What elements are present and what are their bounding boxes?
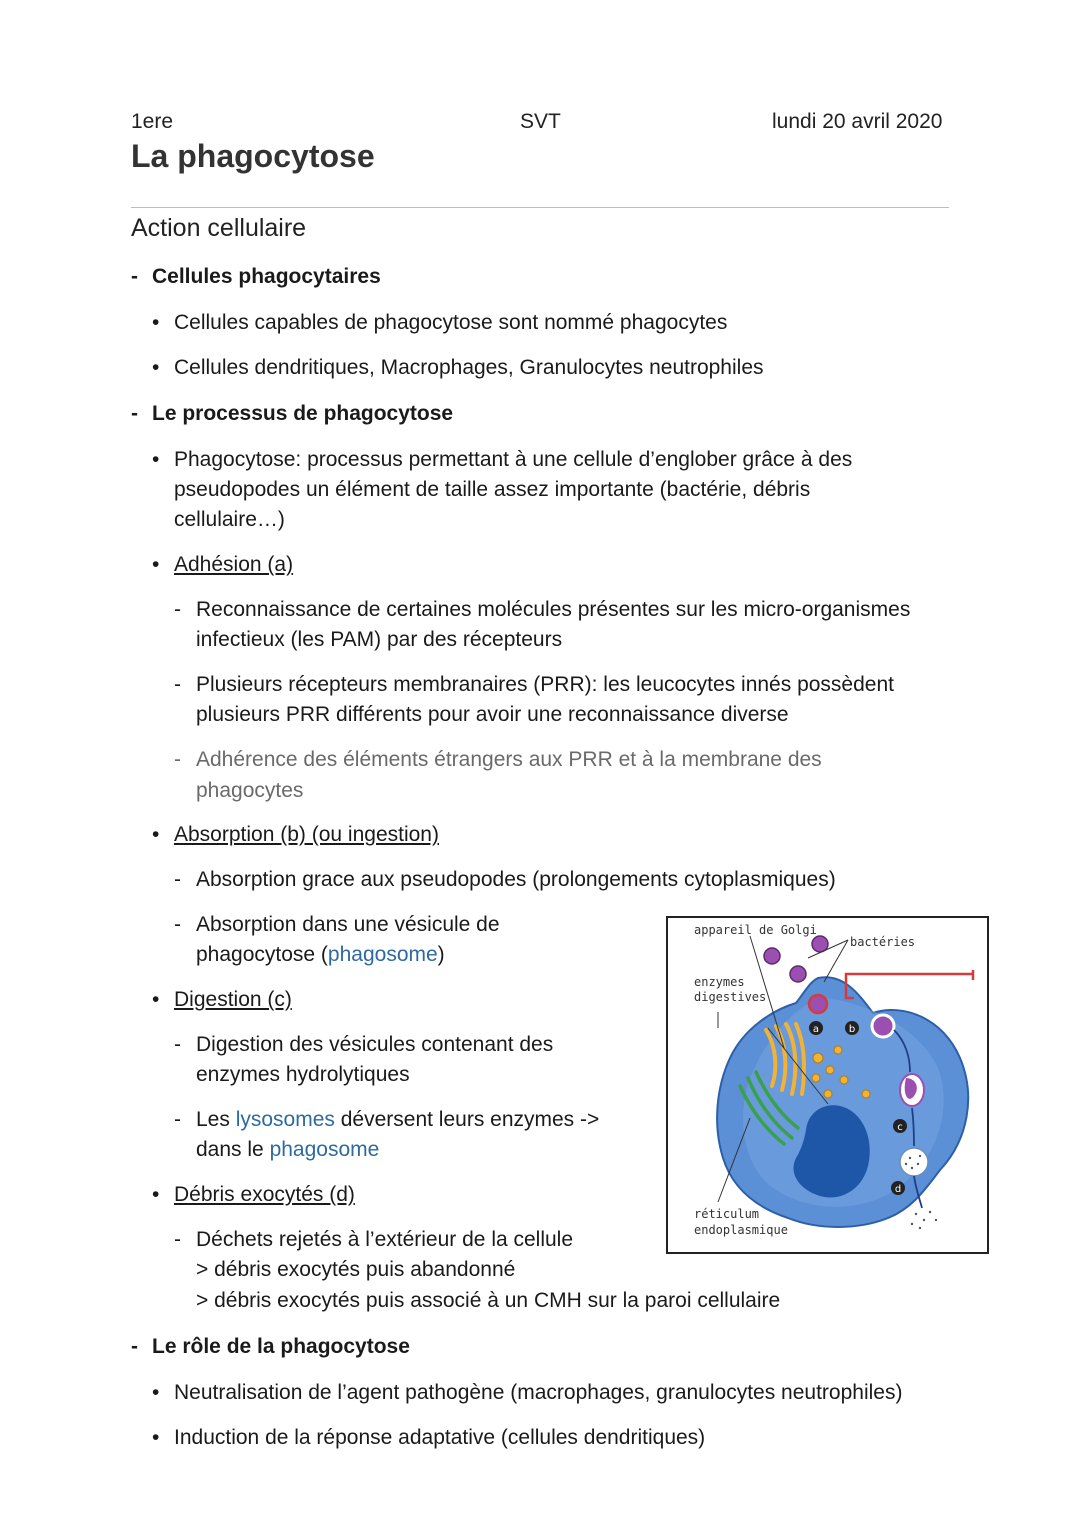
bullet: • [152,448,160,471]
dash-marker: - [174,1108,181,1131]
list-item: phagocytes [196,779,304,802]
text: déversent leurs enzymes -> [334,1108,600,1131]
text: phagocytose ( [196,943,328,966]
term-phagosome: phagosome [327,943,438,966]
bullet: • [152,311,160,334]
bullet: • [152,988,160,1011]
bacterium-adhesion [809,995,827,1013]
bullet: • [152,553,160,576]
step-b-label: b [848,1024,856,1035]
heading-phagocytes: Cellules phagocytaires [152,265,381,288]
dash-marker: - [174,913,181,936]
dash-marker: - [131,1335,138,1358]
list-item: enzymes hydrolytiques [196,1063,410,1086]
list-item: Plusieurs récepteurs membranaires (PRR): les leucocytes innés possèdent [196,673,894,696]
bullet: • [152,1381,160,1404]
label-enzymes-2: digestives [694,990,767,1004]
list-item: Induction de la réponse adaptative (cellules dendritiques) [174,1426,706,1449]
bacteria [764,936,828,982]
list-item [196,1135,379,1165]
bullet: • [152,1426,160,1449]
list-item: plusieurs PRR différents pour avoir une reconnaissance diverse [196,703,789,726]
label-bacteria: bactéries [850,935,916,949]
heading-role: Le rôle de la phagocytose [152,1335,410,1358]
list-item: Digestion des vésicules contenant des [196,1033,554,1056]
definition-line: cellulaire…) [174,508,285,531]
label-golgi: appareil de Golgi [694,923,817,937]
bullet: • [152,823,160,846]
text: Les [196,1108,236,1131]
list-item [196,940,445,970]
phagosome-b [872,1015,894,1037]
bullet: • [152,1183,160,1206]
step-a-label: a [812,1024,820,1035]
list-item: > débris exocytés puis associé à un CMH sur la paroi cellulaire [196,1289,781,1312]
definition-line: pseudopodes un élément de taille assez importante (bactérie, débris [174,478,811,501]
subject: SVT [520,110,561,133]
list-item [196,1105,599,1135]
dash-marker: - [131,265,138,288]
dash-marker: - [174,868,181,891]
list-item: Adhérence des éléments étrangers aux PRR et à la membrane des [196,748,822,771]
label-reticulum-2: endoplasmique [694,1223,788,1237]
step-d-label: d [894,1184,902,1195]
list-item: Absorption grace aux pseudopodes (prolongements cytoplasmiques) [196,868,836,891]
bullet: • [152,356,160,379]
label-enzymes: enzymes [694,975,745,989]
list-item: Cellules capables de phagocytose sont nommé phagocytes [174,311,728,334]
heading-process: Le processus de phagocytose [152,402,454,425]
list-item: Neutralisation de l’agent pathogène (macrophages, granulocytes neutrophiles) [174,1381,903,1404]
text: dans le [196,1138,270,1161]
term-phagosome: phagosome [269,1138,380,1161]
list-item: Cellules dendritiques, Macrophages, Granulocytes neutrophiles [174,356,764,379]
dash-marker: - [174,1033,181,1056]
phagosome-d [900,1148,928,1176]
subheading-digestion: Digestion (c) [174,988,292,1011]
dash-marker: - [174,748,181,771]
subheading-absorption: Absorption (b) (ou ingestion) [174,823,439,846]
definition-line: Phagocytose: processus permettant à une cellule d’englober grâce à des [174,448,853,471]
list-item: > débris exocytés puis abandonné [196,1258,516,1281]
list-item: Reconnaissance de certaines molécules présentes sur les micro-organismes [196,598,911,621]
divider [131,207,949,208]
phagocytosis-diagram [666,916,989,1254]
subheading-debris: Débris exocytés (d) [174,1183,355,1206]
term-lysosomes: lysosomes [235,1108,335,1131]
subheading-adhesion: Adhésion (a) [174,553,294,576]
process-arrow [846,970,973,998]
text: ) [437,943,445,966]
list-item: Absorption dans une vésicule de [196,913,500,936]
label-reticulum: réticulum [694,1207,760,1221]
step-c-label: c [897,1122,903,1133]
list-item: infectieux (les PAM) par des récepteurs [196,628,563,651]
diagram-illustration [668,918,987,1252]
dash-marker: - [174,673,181,696]
page-title: La phagocytose [131,138,375,174]
list-item: Déchets rejetés à l’extérieur de la cellule [196,1228,574,1251]
class-level: 1ere [131,110,174,133]
date: lundi 20 avril 2020 [772,110,943,133]
dash-marker: - [131,402,138,425]
section-title: Action cellulaire [131,214,307,242]
dash-marker: - [174,598,181,621]
dash-marker: - [174,1228,181,1251]
